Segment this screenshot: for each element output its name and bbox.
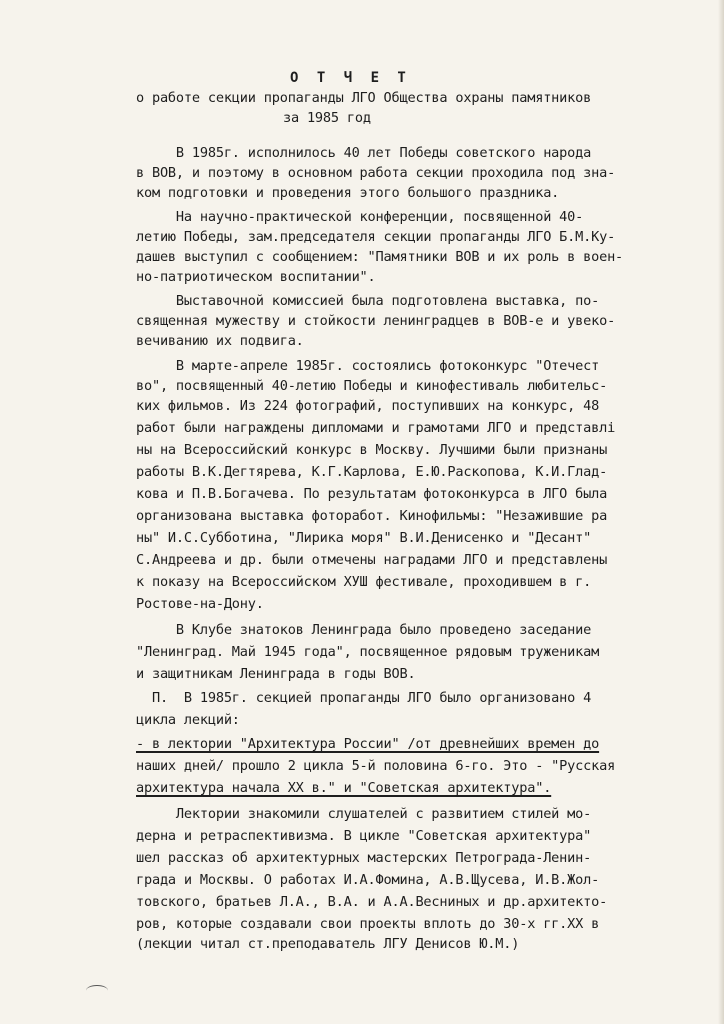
text-line: В Клубе знатоков Ленинграда было проведено заседание [136, 622, 592, 638]
text-line: работы В.К.Дегтярева, К.Г.Карлова, Е.Ю.Раскопова, К.И.Глад- [136, 464, 608, 480]
text-line: Выставочной комиссией была подготовлена выставка, по- [136, 293, 600, 309]
text-line: работ были награждены дипломами и грамотами ЛГО и представлі [136, 420, 616, 436]
page-edge-shadow [718, 0, 724, 1024]
text-line: В 1985г. исполнилось 40 лет Победы советского народа [136, 145, 592, 161]
text-line: вечиванию их подвига. [136, 333, 304, 349]
text-line: На научно-практической конференции, посвященной 40- [136, 209, 584, 225]
text-line: (лекции читал ст.преподаватель ЛГУ Денисов Ю.М.) [136, 936, 520, 952]
text-line: наших дней/ прошло 2 цикла 5-й половина 6-го. Это - "Русская [136, 758, 616, 774]
pen-mark [86, 985, 108, 996]
text-line: дашев выступил с сообщением: "Памятники ВОВ и их роль в воен- [136, 249, 624, 265]
text-line: летию Победы, зам.председателя секции пропаганды ЛГО Б.М.Ку- [136, 229, 616, 245]
text-line: священная мужеству и стойкости ленинградцев в ВОВ-е и увеко- [136, 313, 616, 329]
text-line: во", посвященный 40-летию Победы и кинофестиваль любительс- [136, 378, 608, 394]
text-line: шел рассказ об архитектурных мастерских Петрограда-Ленин- [136, 850, 592, 866]
text-line: ны на Всероссийский конкурс в Москву. Лучшими были признаны [136, 442, 608, 458]
report-title: О Т Ч Е Т [290, 70, 411, 86]
text-line: но-патриотическом воспитании". [136, 269, 376, 285]
text-line: града и Москвы. О работах И.А.Фомина, А.В.Щусева, И.В.Жол- [136, 872, 600, 888]
text-line: ком подготовки и проведения этого большого праздника. [136, 185, 560, 201]
text-line: товского, братьев Л.А., В.А. и А.А.Весниных и др.архитекто- [136, 894, 608, 910]
text-line: С.Андреева и др. были отмечены наградами ЛГО и представлены [136, 552, 608, 568]
text-line: ров, которые создавали свои проекты вплоть до 30-х гг.XX в [136, 916, 600, 932]
text-line: и защитникам Ленинграда в годы ВОВ. [136, 666, 416, 682]
text-line: "Ленинград. Май 1945 года", посвященное рядовым труженикам [136, 644, 600, 660]
text-line: к показу на Всероссийском ХУШ фестивале, проходившем в г. [136, 574, 592, 590]
text-line: организована выставка фоторабот. Кинофильмы: "Незажившие ра [136, 508, 608, 524]
text-line: дерна и ретраспективизма. В цикле "Советская архитектура" [136, 828, 592, 844]
report-period: за 1985 год [283, 110, 371, 126]
text-line: В марте-апреле 1985г. состоялись фотоконкурс "Отечест [136, 358, 600, 374]
text-line: - в лектории "Архитектура России" /от древнейших времен до [136, 736, 600, 752]
text-line: кова и П.В.Богачева. По результатам фотоконкурса в ЛГО была [136, 486, 608, 502]
text-line: ких фильмов. Из 224 фотографий, поступивших на конкурс, 48 [136, 398, 600, 414]
report-subtitle: о работе секции пропаганды ЛГО Общества охраны памятников [136, 90, 592, 106]
text-line: в ВОВ, и поэтому в основном работа секции проходила под зна- [136, 165, 616, 181]
text-line: Лектории знакомили слушателей с развитием стилей мо- [136, 806, 592, 822]
text-line: архитектура начала XX в." и "Советская архитектура". [136, 780, 552, 796]
text-line: ны" И.С.Субботина, "Лирика моря" В.И.Денисенко и "Десант" [136, 530, 592, 546]
text-line: цикла лекций: [136, 712, 240, 728]
text-line: Ростове-на-Дону. [136, 596, 264, 612]
text-line: П. В 1985г. секцией пропаганды ЛГО было организовано 4 [136, 690, 592, 706]
